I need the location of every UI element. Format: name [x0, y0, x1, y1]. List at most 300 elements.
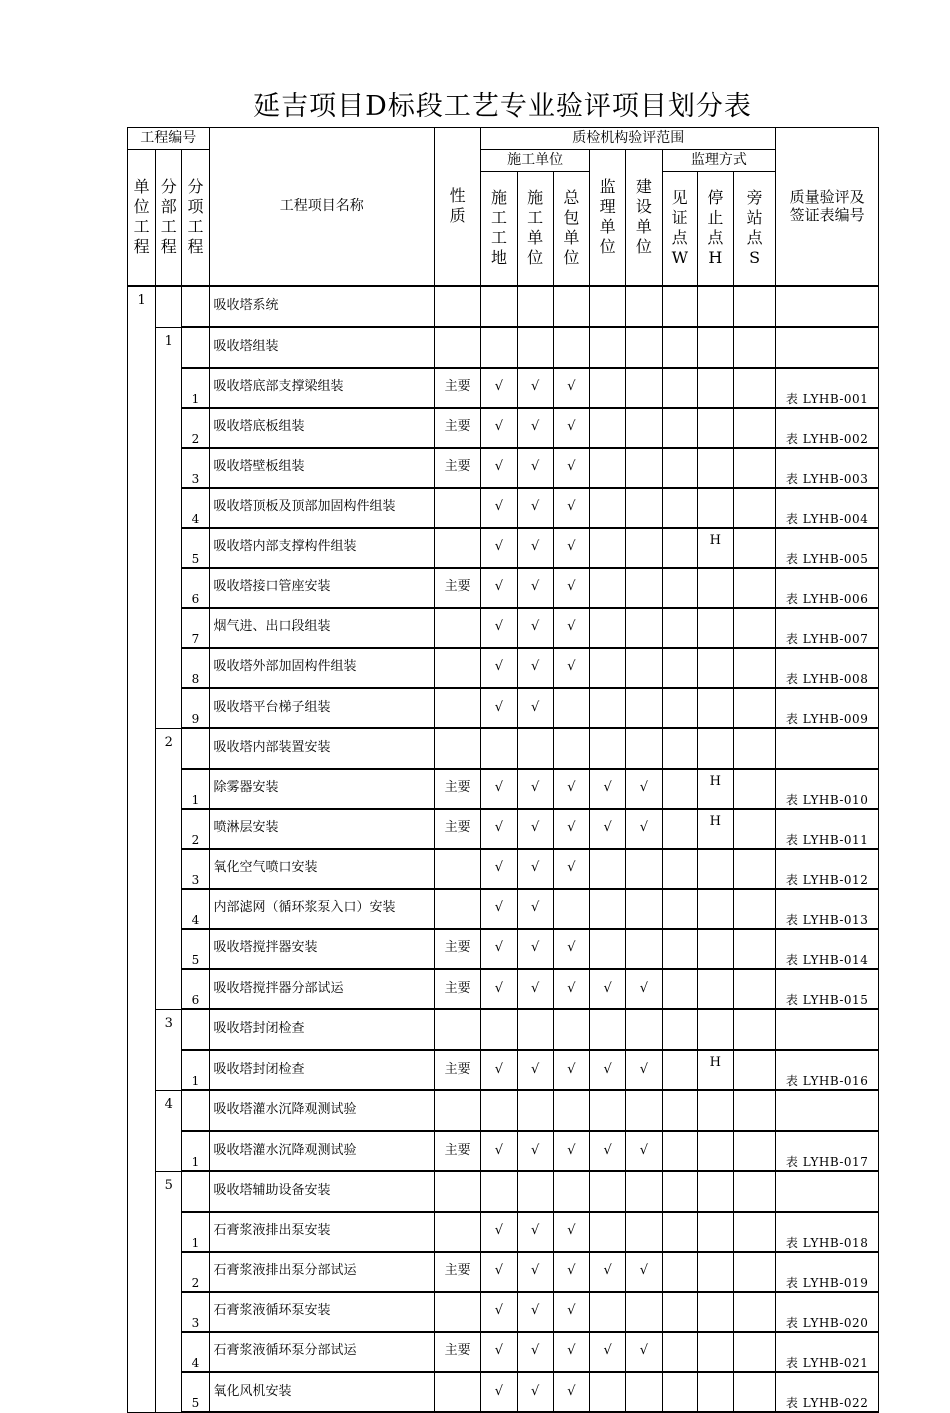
header-standby: 旁站点 S: [733, 172, 775, 286]
item-name: 吸收塔接口管座安装: [209, 568, 435, 608]
hold-mark: H: [697, 1050, 733, 1091]
sub-no: 3: [182, 1292, 209, 1332]
check-contractor: √: [553, 608, 589, 648]
check-site: √: [481, 528, 517, 568]
table-row: [128, 608, 879, 648]
header-witness: 见证点 W: [662, 172, 697, 286]
witness-mark: [662, 528, 697, 568]
item-name: 氧化空气喷口安装: [209, 849, 435, 889]
standby-mark: [733, 327, 775, 368]
witness-mark: [662, 1050, 697, 1091]
sub-no: 1: [182, 1050, 209, 1091]
witness-mark: [662, 1372, 697, 1413]
table-row: [128, 728, 879, 769]
item-name: 吸收塔搅拌器分部试运: [209, 969, 435, 1010]
standby-mark: [733, 1252, 775, 1292]
part-no: [156, 1131, 182, 1172]
form-code: 表 LYHB-005: [776, 528, 879, 568]
header-scope: 质检机构验评范围: [481, 128, 776, 150]
check-contractor: √: [553, 929, 589, 969]
check-builder: √: [626, 1131, 662, 1172]
standby-mark: [733, 688, 775, 729]
unit-no: [128, 327, 156, 368]
standby-mark: [733, 568, 775, 608]
part-no: 5: [156, 1171, 182, 1212]
hold-mark: [697, 688, 733, 729]
check-supervisor: [590, 1090, 626, 1131]
item-nature: 主要: [435, 1332, 481, 1372]
check-builder: [626, 1372, 662, 1413]
check-site: √: [481, 688, 517, 729]
part-no: [156, 769, 182, 809]
standby-mark: [733, 648, 775, 688]
check-supervisor: [590, 488, 626, 528]
form-code: [776, 327, 879, 368]
witness-mark: [662, 688, 697, 729]
table-row: [128, 1050, 879, 1091]
table-row: [128, 648, 879, 688]
part-no: [156, 809, 182, 849]
check-supervisor: √: [590, 769, 626, 809]
standby-mark: [733, 608, 775, 648]
check-site: √: [481, 889, 517, 929]
sub-no: [182, 327, 209, 368]
form-code: 表 LYHB-011: [776, 809, 879, 849]
item-nature: [435, 528, 481, 568]
table-row: [128, 929, 879, 969]
item-name: 氧化风机安装: [209, 1372, 435, 1413]
form-code: 表 LYHB-018: [776, 1212, 879, 1252]
witness-mark: [662, 608, 697, 648]
check-builder: [626, 568, 662, 608]
part-no: [156, 1332, 182, 1372]
standby-mark: [733, 769, 775, 809]
check-builder: [626, 1009, 662, 1050]
part-no: 1: [156, 327, 182, 368]
check-company: √: [517, 929, 553, 969]
item-name: 石膏浆液循环泵分部试运: [209, 1332, 435, 1372]
sub-no: 5: [182, 528, 209, 568]
item-nature: [435, 608, 481, 648]
header-construction: 施工单位: [481, 150, 590, 172]
item-nature: [435, 286, 481, 328]
table-row: [128, 528, 879, 568]
evaluation-table: [127, 127, 879, 1413]
form-code: 表 LYHB-001: [776, 368, 879, 408]
check-contractor: √: [553, 1252, 589, 1292]
table-row: [128, 1292, 879, 1332]
sub-no: 6: [182, 969, 209, 1010]
hold-mark: H: [697, 528, 733, 568]
unit-no: [128, 969, 156, 1010]
table-row: [128, 809, 879, 849]
check-contractor: [553, 1171, 589, 1212]
form-code: 表 LYHB-007: [776, 608, 879, 648]
header-supervisor: 监理单位: [590, 150, 626, 286]
part-no: [156, 1292, 182, 1332]
witness-mark: [662, 1292, 697, 1332]
witness-mark: [662, 448, 697, 488]
check-supervisor: [590, 929, 626, 969]
sub-no: [182, 1090, 209, 1131]
page-title: 延吉项目D标段工艺专业验评项目划分表: [253, 91, 752, 122]
check-company: [517, 1009, 553, 1050]
item-nature: [435, 1372, 481, 1413]
form-code: [776, 1171, 879, 1212]
item-nature: [435, 1090, 481, 1131]
check-company: √: [517, 1372, 553, 1413]
unit-no: [128, 728, 156, 769]
sub-no: 1: [182, 769, 209, 809]
check-company: √: [517, 769, 553, 809]
hold-mark: [697, 1332, 733, 1372]
sub-no: 4: [182, 889, 209, 929]
standby-mark: [733, 1171, 775, 1212]
header-nature: 性质: [435, 128, 481, 286]
standby-mark: [733, 448, 775, 488]
item-nature: 主要: [435, 929, 481, 969]
table-row: [128, 448, 879, 488]
check-site: √: [481, 1332, 517, 1372]
check-site: √: [481, 648, 517, 688]
part-no: [156, 889, 182, 929]
check-site: [481, 327, 517, 368]
header-unit: 单位工程: [128, 150, 156, 286]
hold-mark: [697, 889, 733, 929]
check-company: [517, 1090, 553, 1131]
witness-mark: [662, 849, 697, 889]
item-name: 吸收塔灌水沉降观测试验: [209, 1131, 435, 1172]
check-contractor: √: [553, 1050, 589, 1091]
standby-mark: [733, 1131, 775, 1172]
unit-no: [128, 1292, 156, 1332]
check-supervisor: [590, 368, 626, 408]
form-code: 表 LYHB-003: [776, 448, 879, 488]
unit-no: [128, 1131, 156, 1172]
check-builder: [626, 448, 662, 488]
item-name: 除雾器安装: [209, 769, 435, 809]
form-code: 表 LYHB-002: [776, 408, 879, 448]
check-company: √: [517, 1131, 553, 1172]
sub-no: 5: [182, 929, 209, 969]
sub-no: 4: [182, 488, 209, 528]
item-name: 吸收塔内部支撑构件组装: [209, 528, 435, 568]
form-code: [776, 1009, 879, 1050]
check-site: √: [481, 368, 517, 408]
check-supervisor: [590, 408, 626, 448]
check-site: √: [481, 809, 517, 849]
item-nature: 主要: [435, 448, 481, 488]
form-code: 表 LYHB-008: [776, 648, 879, 688]
check-builder: [626, 408, 662, 448]
check-contractor: √: [553, 969, 589, 1010]
item-nature: 主要: [435, 1131, 481, 1172]
unit-no: [128, 1009, 156, 1050]
check-contractor: √: [553, 1292, 589, 1332]
item-nature: [435, 728, 481, 769]
check-supervisor: [590, 1292, 626, 1332]
item-name: 吸收塔顶板及顶部加固构件组装: [209, 488, 435, 528]
item-name: 吸收塔外部加固构件组装: [209, 648, 435, 688]
witness-mark: [662, 929, 697, 969]
check-company: [517, 1171, 553, 1212]
check-builder: √: [626, 769, 662, 809]
unit-no: [128, 1252, 156, 1292]
item-nature: [435, 1171, 481, 1212]
item-name: 烟气进、出口段组装: [209, 608, 435, 648]
check-contractor: [553, 688, 589, 729]
hold-mark: [697, 408, 733, 448]
unit-no: [128, 809, 156, 849]
check-company: √: [517, 608, 553, 648]
check-supervisor: [590, 1009, 626, 1050]
witness-mark: [662, 408, 697, 448]
check-supervisor: [590, 568, 626, 608]
sub-no: 2: [182, 809, 209, 849]
table-row: [128, 1372, 879, 1413]
table-row: [128, 286, 879, 328]
part-no: [156, 608, 182, 648]
check-builder: [626, 728, 662, 769]
hold-mark: [697, 1090, 733, 1131]
table-row: [128, 327, 879, 368]
item-name: 吸收塔内部装置安装: [209, 728, 435, 769]
unit-no: 1: [128, 286, 156, 328]
part-no: 4: [156, 1090, 182, 1131]
check-company: √: [517, 889, 553, 929]
item-name: 吸收塔系统: [209, 286, 435, 328]
unit-no: [128, 1090, 156, 1131]
check-company: [517, 286, 553, 328]
item-name: 吸收塔封闭检查: [209, 1050, 435, 1091]
part-no: [156, 488, 182, 528]
header-mode: 监理方式: [662, 150, 776, 172]
sub-no: 9: [182, 688, 209, 729]
check-builder: [626, 327, 662, 368]
form-code: 表 LYHB-009: [776, 688, 879, 729]
item-name: 吸收塔壁板组装: [209, 448, 435, 488]
item-nature: [435, 648, 481, 688]
unit-no: [128, 568, 156, 608]
part-no: 3: [156, 1009, 182, 1050]
witness-mark: [662, 769, 697, 809]
check-supervisor: [590, 327, 626, 368]
standby-mark: [733, 408, 775, 448]
form-code: 表 LYHB-014: [776, 929, 879, 969]
unit-no: [128, 769, 156, 809]
check-site: √: [481, 408, 517, 448]
part-no: [156, 969, 182, 1010]
item-nature: 主要: [435, 809, 481, 849]
sub-no: 4: [182, 1332, 209, 1372]
hold-mark: [697, 849, 733, 889]
sub-no: 3: [182, 448, 209, 488]
table-row: [128, 889, 879, 929]
check-site: √: [481, 608, 517, 648]
check-company: √: [517, 568, 553, 608]
table-row: [128, 368, 879, 408]
table-row: [128, 1171, 879, 1212]
item-nature: [435, 1212, 481, 1252]
form-code: [776, 1090, 879, 1131]
check-contractor: √: [553, 368, 589, 408]
sub-no: 1: [182, 368, 209, 408]
check-contractor: √: [553, 448, 589, 488]
standby-mark: [733, 528, 775, 568]
form-code: 表 LYHB-020: [776, 1292, 879, 1332]
unit-no: [128, 1212, 156, 1252]
unit-no: [128, 929, 156, 969]
check-contractor: √: [553, 769, 589, 809]
item-nature: 主要: [435, 408, 481, 448]
check-builder: √: [626, 1332, 662, 1372]
standby-mark: [733, 1050, 775, 1091]
check-supervisor: [590, 648, 626, 688]
hold-mark: [697, 1212, 733, 1252]
check-site: √: [481, 1212, 517, 1252]
check-site: √: [481, 488, 517, 528]
standby-mark: [733, 1372, 775, 1413]
standby-mark: [733, 969, 775, 1010]
hold-mark: [697, 568, 733, 608]
item-name: 吸收塔搅拌器安装: [209, 929, 435, 969]
witness-mark: [662, 1171, 697, 1212]
check-contractor: [553, 1090, 589, 1131]
item-nature: 主要: [435, 969, 481, 1010]
header-name: 工程项目名称: [209, 128, 435, 286]
check-supervisor: √: [590, 1252, 626, 1292]
check-supervisor: [590, 286, 626, 328]
check-site: [481, 728, 517, 769]
hold-mark: [697, 1252, 733, 1292]
check-site: [481, 1171, 517, 1212]
check-contractor: √: [553, 408, 589, 448]
hold-mark: [697, 608, 733, 648]
hold-mark: [697, 728, 733, 769]
item-name: 吸收塔辅助设备安装: [209, 1171, 435, 1212]
check-supervisor: √: [590, 1332, 626, 1372]
form-code: 表 LYHB-016: [776, 1050, 879, 1091]
check-builder: [626, 1292, 662, 1332]
sub-no: 7: [182, 608, 209, 648]
check-site: √: [481, 1050, 517, 1091]
standby-mark: [733, 889, 775, 929]
witness-mark: [662, 809, 697, 849]
header-contractor: 总包单位: [553, 172, 589, 286]
check-site: √: [481, 849, 517, 889]
part-no: [156, 688, 182, 729]
witness-mark: [662, 648, 697, 688]
unit-no: [128, 448, 156, 488]
check-builder: [626, 1212, 662, 1252]
item-nature: [435, 1009, 481, 1050]
unit-no: [128, 368, 156, 408]
unit-no: [128, 648, 156, 688]
check-builder: [626, 1090, 662, 1131]
item-name: 吸收塔组装: [209, 327, 435, 368]
header-company: 施工单位: [517, 172, 553, 286]
hold-mark: [697, 368, 733, 408]
check-supervisor: [590, 728, 626, 769]
part-no: [156, 568, 182, 608]
witness-mark: [662, 969, 697, 1010]
witness-mark: [662, 728, 697, 769]
part-no: [156, 1252, 182, 1292]
table-row: [128, 688, 879, 729]
check-contractor: √: [553, 528, 589, 568]
unit-no: [128, 1050, 156, 1091]
item-name: 石膏浆液排出泵安装: [209, 1212, 435, 1252]
hold-mark: [697, 1131, 733, 1172]
check-builder: [626, 286, 662, 328]
check-supervisor: [590, 448, 626, 488]
item-name: 石膏浆液排出泵分部试运: [209, 1252, 435, 1292]
check-contractor: [553, 327, 589, 368]
check-contractor: √: [553, 1131, 589, 1172]
form-code: 表 LYHB-019: [776, 1252, 879, 1292]
check-site: [481, 286, 517, 328]
check-builder: [626, 929, 662, 969]
check-contractor: √: [553, 1332, 589, 1372]
check-builder: [626, 889, 662, 929]
form-code: 表 LYHB-013: [776, 889, 879, 929]
check-builder: [626, 528, 662, 568]
table-row: [128, 1090, 879, 1131]
check-supervisor: [590, 688, 626, 729]
table-row: [128, 969, 879, 1010]
check-builder: [626, 688, 662, 729]
sub-no: 1: [182, 1212, 209, 1252]
part-no: [156, 929, 182, 969]
hold-mark: [697, 969, 733, 1010]
table-row: [128, 1009, 879, 1050]
witness-mark: [662, 327, 697, 368]
header-builder: 建设单位: [626, 150, 662, 286]
check-site: √: [481, 769, 517, 809]
check-contractor: √: [553, 488, 589, 528]
check-supervisor: [590, 1212, 626, 1252]
check-contractor: √: [553, 809, 589, 849]
unit-no: [128, 688, 156, 729]
check-company: [517, 728, 553, 769]
item-nature: [435, 688, 481, 729]
part-no: [156, 849, 182, 889]
sub-no: [182, 286, 209, 328]
check-builder: [626, 849, 662, 889]
witness-mark: [662, 568, 697, 608]
form-code: 表 LYHB-010: [776, 769, 879, 809]
sub-no: 1: [182, 1131, 209, 1172]
check-contractor: √: [553, 1372, 589, 1413]
table-row: [128, 568, 879, 608]
item-name: 吸收塔封闭检查: [209, 1009, 435, 1050]
sub-no: [182, 728, 209, 769]
hold-mark: [697, 327, 733, 368]
check-builder: √: [626, 1252, 662, 1292]
item-nature: 主要: [435, 769, 481, 809]
form-code: 表 LYHB-012: [776, 849, 879, 889]
check-company: √: [517, 1252, 553, 1292]
part-no: [156, 1050, 182, 1091]
unit-no: [128, 849, 156, 889]
check-contractor: [553, 728, 589, 769]
standby-mark: [733, 1332, 775, 1372]
item-nature: 主要: [435, 568, 481, 608]
standby-mark: [733, 286, 775, 328]
check-builder: √: [626, 969, 662, 1010]
check-company: √: [517, 1332, 553, 1372]
part-no: [156, 448, 182, 488]
